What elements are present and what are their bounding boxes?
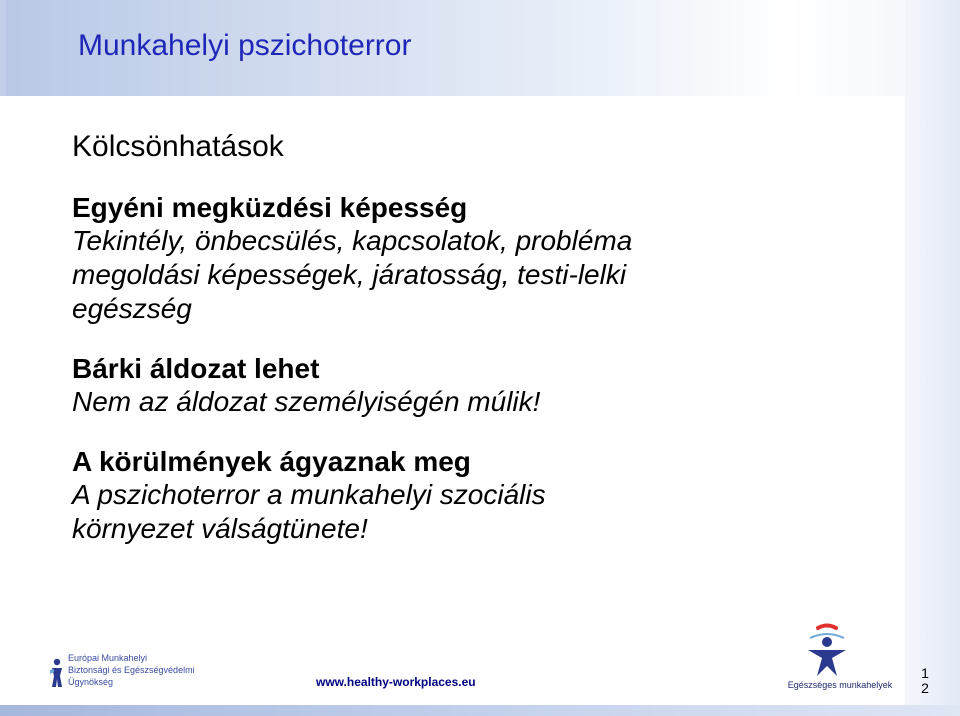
text-line: egészség	[72, 293, 192, 324]
right-decoration-band	[905, 0, 960, 716]
block-title: A körülmények ágyaznak meg	[72, 446, 471, 477]
title-band-edge	[0, 0, 6, 96]
page-title: Munkahelyi pszichoterror	[78, 29, 412, 62]
page-number	[918, 666, 932, 696]
section-heading: Kölcsönhatások	[72, 130, 284, 163]
page-number-digit: 1	[921, 665, 929, 681]
block-text	[72, 224, 872, 326]
text-line: A pszichoterror a munkahelyi szociális	[72, 479, 546, 510]
text-line: megoldási képességek, járatosság, testi-lelki	[72, 259, 627, 290]
eu-osha-name-line: Biztonsági és Egészségvédelmi	[68, 665, 195, 675]
content-block-circumstances	[72, 445, 872, 546]
slide-content	[72, 128, 872, 572]
text-line: Nem az áldozat személyiségén múlik!	[72, 386, 541, 417]
block-text	[72, 385, 872, 419]
eu-osha-logo	[50, 652, 195, 694]
eu-osha-logo-icon	[50, 658, 64, 688]
content-block-victim	[72, 352, 872, 419]
block-text	[72, 478, 872, 546]
website-url[interactable]: www.healthy-workplaces.eu	[316, 675, 476, 689]
block-title: Egyéni megküzdési képesség	[72, 192, 468, 223]
campaign-caption: Egészséges munkahelyek	[787, 680, 893, 690]
page-number-digit: 2	[921, 680, 929, 696]
footer-bar	[0, 705, 960, 716]
eu-osha-name-line: Európai Munkahelyi	[68, 653, 148, 663]
healthy-workplaces-logo	[780, 620, 900, 700]
eu-osha-name-line: Ügynökség	[68, 677, 114, 687]
block-title: Bárki áldozat lehet	[72, 353, 320, 384]
healthy-workplaces-figure-icon	[780, 620, 900, 680]
eu-osha-name	[68, 652, 195, 688]
content-block-coping	[72, 191, 872, 326]
text-line: Tekintély, önbecsülés, kapcsolatok, probléma	[72, 225, 633, 256]
text-line: környezet válságtünete!	[72, 513, 368, 544]
